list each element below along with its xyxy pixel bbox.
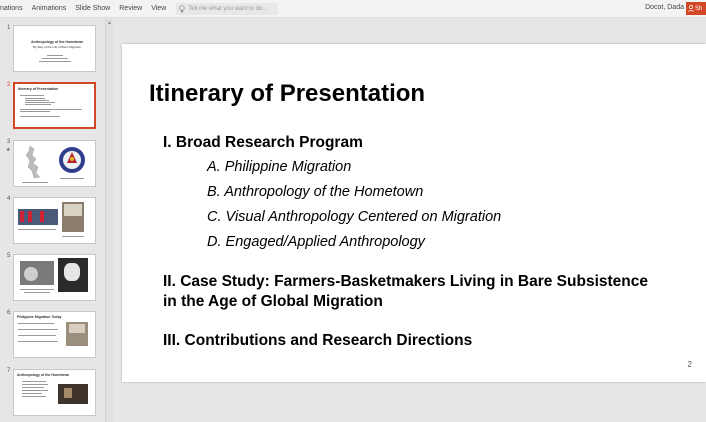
thumb-subtitle: By Way of the Life of Bairo Migrants xyxy=(33,45,81,49)
thumb-text-line xyxy=(18,335,56,336)
slide-thumbnail-4[interactable] xyxy=(13,197,96,244)
slide-thumbnail-3[interactable] xyxy=(13,140,96,187)
thumb-caption-line xyxy=(22,182,48,183)
section-1-item[interactable]: B. Anthropology of the Hometown xyxy=(207,184,424,200)
section-3-heading[interactable]: III. Contributions and Research Directions xyxy=(163,332,473,349)
tell-me-placeholder: Tell me what you want to do... xyxy=(188,5,268,12)
thumb-text-line xyxy=(20,116,60,117)
section-1-item[interactable]: A. Philippine Migration xyxy=(207,159,352,175)
thumb-text-line xyxy=(25,102,55,103)
tab-review[interactable]: Review xyxy=(119,5,143,12)
thumb-number: 1 xyxy=(7,25,11,31)
thumb-number: 2 xyxy=(7,82,11,88)
photo-detail xyxy=(40,211,44,222)
map-image xyxy=(20,143,50,181)
share-label: Sh xyxy=(695,5,703,12)
section-2-heading[interactable]: II. Case Study: Farmers-Basketmakers Living in Bare Subsistence xyxy=(163,273,648,290)
thumb-text-line xyxy=(47,55,63,56)
thumb-text-line xyxy=(25,98,45,99)
thumb-number: 5 xyxy=(7,253,11,259)
photo-detail xyxy=(64,263,80,281)
thumb-title: Philippine Migration Today xyxy=(17,315,62,319)
slide-thumbnail-pane[interactable] xyxy=(0,19,105,422)
photo-detail xyxy=(64,204,82,216)
slide-thumbnail-2[interactable] xyxy=(13,82,96,129)
tab-view[interactable]: View xyxy=(151,5,167,12)
section-1-heading[interactable]: I. Broad Research Program xyxy=(163,134,363,151)
thumb-text-line xyxy=(22,390,48,391)
thumb-text-line xyxy=(20,109,82,110)
thumb-number: 6 xyxy=(7,310,11,316)
thumb-caption-line xyxy=(20,289,54,290)
slide-thumbnail-6[interactable] xyxy=(13,311,96,358)
thumb-text-line xyxy=(22,393,42,394)
section-2-heading-continued[interactable]: in the Age of Global Migration xyxy=(163,293,383,310)
photo-detail xyxy=(28,211,32,222)
thumb-title: Anthropology of the Hometown xyxy=(17,373,70,377)
section-1-item[interactable]: D. Engaged/Applied Anthropology xyxy=(207,234,425,250)
slide-thumbnail-5[interactable] xyxy=(13,254,96,301)
photo-image xyxy=(58,384,88,404)
tab-animations[interactable]: Animations xyxy=(31,5,67,12)
photo-detail xyxy=(64,388,72,398)
thumb-caption-line xyxy=(24,292,50,293)
lightbulb-icon xyxy=(179,5,185,13)
slide-number: 2 xyxy=(687,360,692,369)
thumb-title: Anthropology of the Hometown xyxy=(31,40,84,44)
thumb-caption-line xyxy=(62,236,84,237)
section-1-item[interactable]: C. Visual Anthropology Centered on Migration xyxy=(207,209,502,225)
thumb-number: 4 xyxy=(7,196,11,202)
photo-image xyxy=(18,209,58,225)
thumb-text-line xyxy=(22,396,46,397)
slide-canvas[interactable] xyxy=(122,44,706,382)
thumb-text-line xyxy=(22,384,48,385)
tab-slide-show[interactable]: Slide Show xyxy=(75,5,111,12)
notes-pane-edge xyxy=(113,409,706,422)
thumb-caption-line xyxy=(60,178,84,179)
animation-star-icon: ★ xyxy=(6,147,11,153)
thumb-text-line xyxy=(20,111,50,112)
tab-transitions[interactable]: nations xyxy=(0,5,23,12)
thumb-text-line xyxy=(25,100,49,101)
photo-detail xyxy=(69,324,85,333)
thumb-text-line xyxy=(22,387,44,388)
photo-detail xyxy=(20,211,24,222)
share-button[interactable] xyxy=(686,2,706,15)
thumb-title: Itinerary of Presentation xyxy=(18,87,59,91)
thumb-text-line xyxy=(39,61,71,62)
slide-thumbnail-7[interactable] xyxy=(13,369,96,416)
tell-me-search[interactable] xyxy=(176,3,278,15)
thumb-text-line xyxy=(42,58,68,59)
thumb-text-line xyxy=(22,381,46,382)
seal-image xyxy=(58,146,86,174)
thumb-caption-line xyxy=(18,229,56,230)
thumb-text-line xyxy=(20,95,44,96)
slide-thumbnail-1[interactable] xyxy=(13,25,96,72)
thumb-text-line xyxy=(18,329,58,330)
ribbon-tab-bar xyxy=(0,0,706,18)
thumb-number: 7 xyxy=(7,368,11,374)
thumb-number: 3 xyxy=(7,139,11,145)
thumb-text-line xyxy=(25,104,51,105)
slide-title[interactable]: Itinerary of Presentation xyxy=(149,80,426,107)
photo-detail xyxy=(24,267,38,281)
user-name[interactable]: Docot, Dada xyxy=(645,4,684,11)
thumb-text-line xyxy=(18,323,54,324)
scroll-up-icon[interactable]: ▲ xyxy=(107,20,112,26)
pane-splitter[interactable] xyxy=(105,19,113,422)
person-icon xyxy=(688,5,694,12)
thumb-text-line xyxy=(18,341,58,342)
